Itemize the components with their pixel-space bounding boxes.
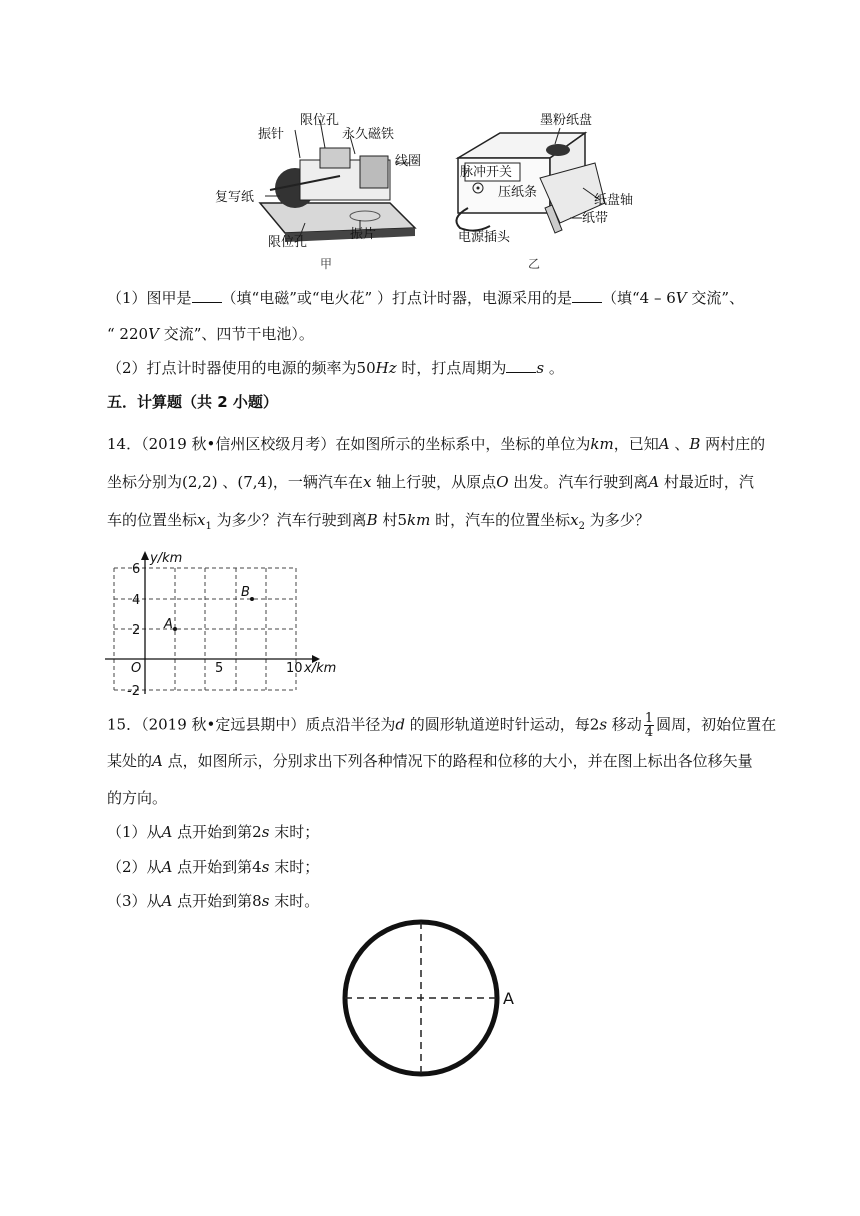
text: s — [536, 359, 545, 377]
figure-yi — [456, 112, 633, 271]
text: A — [658, 435, 670, 453]
text: “ 220 — [107, 325, 149, 343]
text: km — [407, 511, 431, 529]
y-tick-6: 6 — [132, 562, 141, 577]
text: ，一辆汽车在 — [272, 473, 363, 491]
point-b-label: B — [241, 585, 250, 600]
caption-jia: 甲 — [320, 257, 333, 271]
text: （2）从 — [107, 858, 162, 876]
coordinate-graph — [100, 548, 350, 696]
text: 5 — [397, 511, 407, 529]
answer-blank — [192, 288, 222, 303]
label-mofen: 墨粉纸盘 — [540, 113, 593, 128]
section-heading: 五．计算题（共 2 小题） — [107, 393, 278, 411]
text: 的圆形轨道逆时针运动，每 — [405, 715, 590, 734]
y-tick-4: 4 — [132, 593, 141, 608]
text: 出发。汽车行驶到离 — [508, 473, 649, 491]
text: (2,2) — [182, 473, 218, 491]
label-fuxiezhi: 复写纸 — [215, 190, 255, 205]
text: V — [675, 289, 687, 307]
answer-blank — [572, 288, 602, 303]
text: 4 — [252, 858, 262, 876]
q14-line3 — [107, 510, 650, 537]
text: x — [197, 511, 206, 529]
fraction — [644, 712, 654, 739]
figure-jia — [215, 112, 421, 271]
text: 2 — [589, 715, 600, 734]
text: 某处的 — [107, 752, 153, 770]
text: A — [161, 823, 173, 841]
q13-part1-line2 — [107, 324, 314, 344]
text: 2 — [578, 521, 585, 532]
grid-lines — [114, 568, 296, 690]
text: A — [648, 473, 660, 491]
text: 2 — [252, 823, 262, 841]
text: O — [496, 473, 509, 491]
text: 移动 — [607, 715, 642, 734]
text: 圆周，初始位置在 — [656, 715, 777, 734]
text: 50 — [356, 359, 376, 377]
label-dianyuan: 电源插头 — [458, 230, 511, 245]
x-tick-5: 5 — [215, 661, 224, 676]
text: x — [362, 473, 372, 491]
label-xianquan: 线圈 — [395, 154, 422, 169]
answer-blank — [506, 358, 536, 373]
text: 村最近时，汽 — [659, 473, 754, 491]
text: 15．（2019 秋•定远县期中）质点沿半径为 — [107, 715, 396, 734]
y-axis-arrow — [141, 551, 149, 560]
text: V — [148, 325, 159, 343]
text: B — [366, 511, 378, 529]
y-tick-neg2: -2 — [127, 684, 140, 696]
q13-part2 — [107, 358, 564, 378]
text: A — [161, 892, 173, 910]
text: A — [152, 752, 163, 770]
x-tick-10: 10 — [286, 661, 303, 676]
y-tick-2: 2 — [132, 623, 141, 638]
text: 4 – 6 — [639, 289, 676, 307]
text: (7,4) — [237, 473, 273, 491]
q15-sub2 — [107, 857, 319, 877]
text: 交流”、 — [686, 289, 745, 307]
label-zhenpian: 振片 — [350, 227, 377, 242]
q15-line3: 的方向。 — [107, 789, 168, 807]
text: 末时。 — [269, 892, 320, 910]
text: 点开始到第 — [172, 858, 253, 876]
circle-track-figure — [340, 918, 530, 1078]
text: （3）从 — [107, 892, 162, 910]
text: km — [590, 435, 614, 453]
text: s — [261, 892, 270, 910]
text: 点开始到第 — [172, 892, 253, 910]
figure-timers — [210, 108, 680, 278]
label-zhipanzhou: 纸盘轴 — [594, 193, 634, 208]
fraction-denominator: 4 — [644, 725, 654, 740]
label-zhidai: 纸带 — [582, 211, 609, 226]
text: 交流”、四节干电池）。 — [158, 325, 314, 343]
text: 、 — [217, 473, 238, 491]
label-xianweikong-bottom: 限位孔 — [268, 235, 308, 250]
text: （1）图甲是 — [107, 289, 192, 307]
point-a-label: A — [164, 617, 173, 632]
q15-sub3 — [107, 891, 319, 911]
text: 村 — [377, 511, 398, 529]
q13-part1-line1 — [107, 288, 744, 308]
text: 、 — [669, 435, 690, 453]
text: s — [261, 858, 270, 876]
q14-line1 — [107, 434, 765, 454]
text: s — [599, 715, 608, 734]
text: 1 — [205, 521, 212, 532]
label-yongjiu: 永久磁铁 — [342, 127, 395, 142]
text: 时，汽车的位置坐标 — [430, 511, 571, 529]
text: 8 — [252, 892, 262, 910]
text: 坐标分别为 — [107, 473, 183, 491]
text: （填“电磁”或“电火花” ）打点计时器，电源采用的是 — [221, 289, 572, 307]
text: （填“ — [602, 289, 640, 307]
text: 14．（2019 秋•信州区校级月考）在如图所示的坐标系中，坐标的单位为 — [107, 435, 591, 453]
text: 点，如图所示，分别求出下列各种情况下的路程和位移的大小，并在图上标出各位移矢量 — [162, 752, 753, 770]
text: 时，打点周期为 — [396, 359, 507, 377]
label-zhenzhen: 振针 — [258, 127, 285, 142]
point-a-label: A — [503, 989, 514, 1008]
text: Hz — [375, 359, 397, 377]
text: 末时； — [269, 823, 320, 841]
origin-label: O — [131, 661, 142, 676]
text: d — [395, 715, 405, 734]
text: B — [689, 435, 701, 453]
q14-line2 — [107, 472, 754, 492]
text: 为多少？ — [584, 511, 650, 529]
x-axis-label: x/km — [304, 661, 337, 676]
label-maichong: 脉冲开关 — [460, 165, 513, 180]
text: 。 — [544, 359, 564, 377]
text: 点开始到第 — [172, 823, 253, 841]
text: 轴上行驶，从原点 — [371, 473, 497, 491]
text: A — [161, 858, 173, 876]
point-b — [250, 597, 254, 601]
text: s — [261, 823, 270, 841]
text: 两村庄的 — [700, 435, 766, 453]
text: ，已知 — [613, 435, 659, 453]
text: 车的位置坐标 — [107, 511, 198, 529]
label-yazhitiao: 压纸条 — [498, 185, 538, 200]
fraction-numerator: 1 — [644, 711, 654, 726]
q15-line1 — [107, 712, 776, 739]
text: 末时； — [269, 858, 320, 876]
text: 为多少？汽车行驶到离 — [211, 511, 367, 529]
caption-yi: 乙 — [528, 257, 541, 271]
text: （1）从 — [107, 823, 162, 841]
label-xianweikong-top: 限位孔 — [300, 113, 340, 128]
text: x — [570, 511, 579, 529]
text: （2）打点计时器使用的电源的频率为 — [107, 359, 357, 377]
q15-sub1 — [107, 822, 319, 842]
q15-line2 — [107, 751, 753, 771]
y-axis-label: y/km — [150, 551, 183, 566]
point-a — [173, 627, 177, 631]
